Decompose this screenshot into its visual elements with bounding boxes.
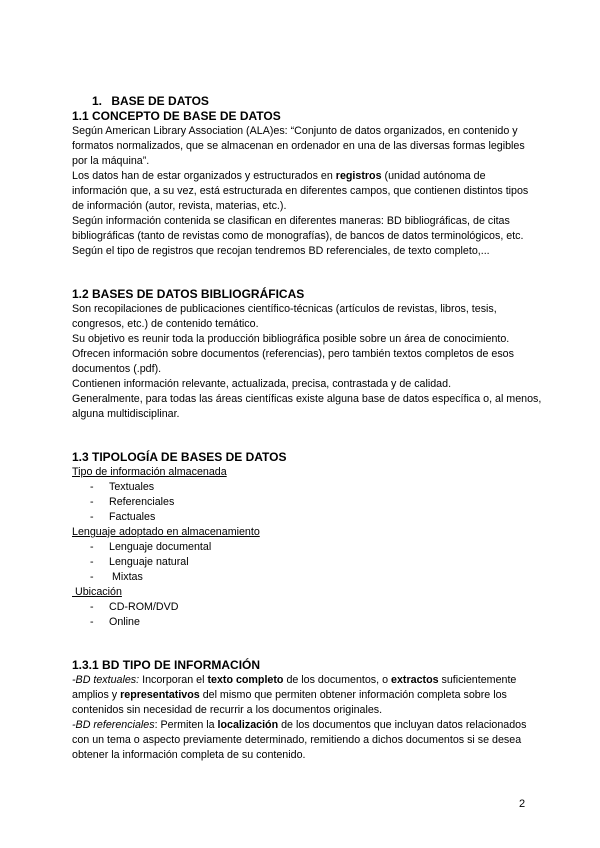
list-group-label: Tipo de información almacenada bbox=[72, 466, 227, 478]
list-item: - CD-ROM/DVD bbox=[90, 601, 179, 613]
paragraph: Los datos han de estar organizados y estructurados en registros (unidad autónoma de información que, a su vez, está estructurada en diferentes campos, que contienen distintos tipos de información (autor, revista, materias, etc.). bbox=[72, 170, 529, 212]
paragraph: Según American Library Association (ALA)es: “Conjunto de datos organizados, en contenido y formatos normalizados, que se almacenan en ordenador en una de las diversas formas legibles por la máquina”. bbox=[72, 125, 525, 167]
document-page bbox=[72, 94, 542, 763]
paragraph: Contienen información relevante, actualizada, precisa, contrastada y de calidad. bbox=[72, 378, 452, 390]
list-group-label: Ubicación bbox=[72, 586, 122, 598]
bullet-list bbox=[72, 600, 542, 630]
list-item: - Lenguaje natural bbox=[90, 556, 189, 568]
paragraph: Según el tipo de registros que recojan tendremos BD referenciales, de texto completo,... bbox=[72, 245, 490, 257]
heading-concepto: 1.1 CONCEPTO DE BASE DE DATOS bbox=[72, 109, 281, 123]
paragraph: Su objetivo es reunir toda la producción bibliográfica posible sobre un área de conocimiento. bbox=[72, 333, 510, 345]
section-number: 1. bbox=[92, 94, 103, 108]
italic-term: -BD textuales: bbox=[72, 674, 140, 686]
section-title-text: BASE DE DATOS bbox=[111, 94, 209, 108]
paragraph: -BD textuales: Incorporan el texto completo de los documentos, o extractos suficientemente amplios y representativos del mismo que permiten obtener información completa sobre los contenidos sin necesidad de recurrir a los documentos originales. bbox=[72, 674, 517, 716]
list-item: - Textuales bbox=[90, 481, 155, 493]
paragraph: Generalmente, para todas las áreas científicas existe alguna base de datos específica o, al menos, alguna multidisciplinar. bbox=[72, 393, 542, 420]
bullet-list bbox=[72, 540, 542, 585]
paragraph: Son recopilaciones de publicaciones científico-técnicas (artículos de revistas, libros, tesis, congresos, etc.) de contenido temático. bbox=[72, 303, 497, 330]
paragraph: Según información contenida se clasifican en diferentes maneras: BD bibliográficas, de citas bibliográficas (tanto de revistas como de monografías), de bancos de datos terminológicos, etc. bbox=[72, 215, 524, 242]
italic-term: -BD referenciales bbox=[72, 719, 155, 731]
heading-bibliograficas: 1.2 BASES DE DATOS BIBLIOGRÁFICAS bbox=[72, 287, 305, 301]
heading-tipologia: 1.3 TIPOLOGÍA DE BASES DE DATOS bbox=[72, 450, 287, 464]
list-item: - Mixtas bbox=[90, 571, 143, 583]
paragraph: -BD referenciales: Permiten la localización de los documentos que incluyan datos relacionados con un tema o aspecto previamente determinado, remitiendo a dichos documentos si se desea obtener la información completa de su contenido. bbox=[72, 719, 527, 761]
heading-tipo-informacion: 1.3.1 BD TIPO DE INFORMACIÓN bbox=[72, 658, 261, 672]
bullet-list bbox=[72, 480, 542, 525]
list-group-label: Lenguaje adoptado en almacenamiento bbox=[72, 526, 260, 538]
list-item: - Factuales bbox=[90, 511, 156, 523]
list-item: - Referenciales bbox=[90, 496, 175, 508]
list-item: - Lenguaje documental bbox=[90, 541, 212, 553]
page-number: 2 bbox=[519, 798, 526, 810]
list-item: - Online bbox=[90, 616, 140, 628]
paragraph: Ofrecen información sobre documentos (referencias), pero también textos completos de esos documentos (.pdf). bbox=[72, 348, 514, 375]
bold-term: registros bbox=[335, 170, 382, 182]
section-title bbox=[92, 94, 542, 109]
